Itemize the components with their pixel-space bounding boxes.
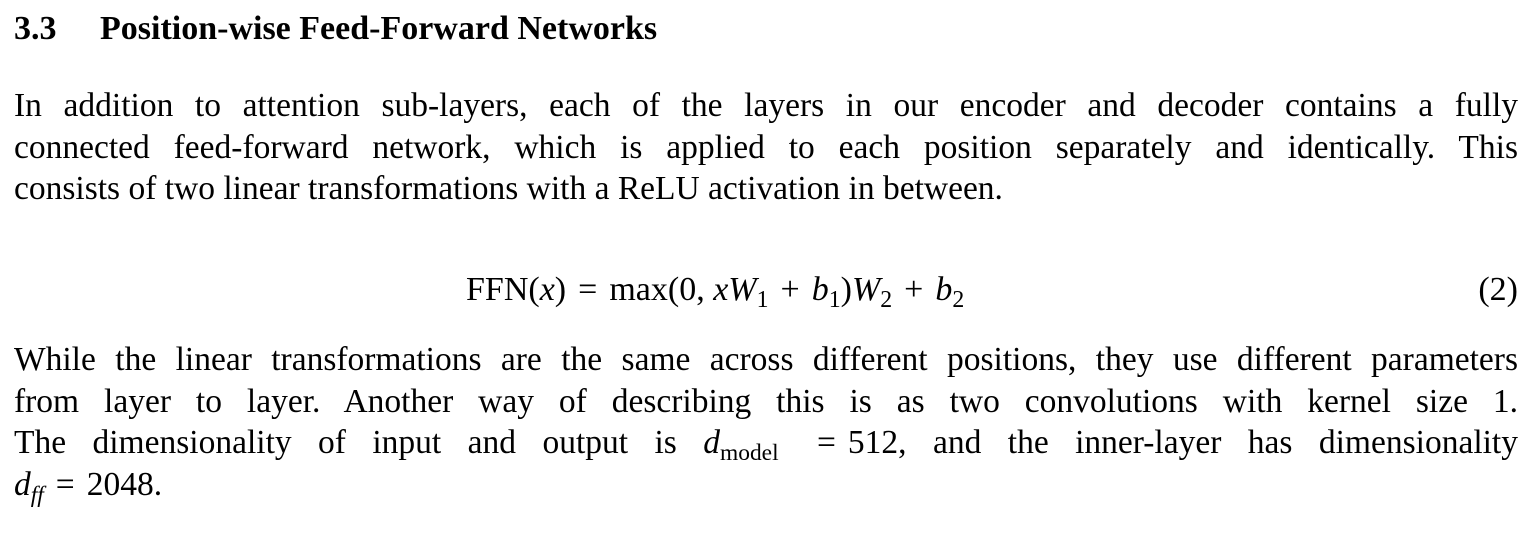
input-x: x: [713, 271, 729, 308]
max-function: max: [609, 271, 668, 308]
paragraph-line: $d_{ff} = 2048$.: [14, 465, 163, 508]
paragraph-line: The dimensionality of input and output is $d_{model} = 512$, and the inner-layer has dimensionality: [14, 424, 1518, 467]
d-model-symbol: $d_{model}$: [703, 424, 779, 467]
equation-number: (2): [1478, 271, 1518, 308]
ffn-argument: x: [539, 271, 555, 308]
paragraph-dimensions: [14, 339, 1518, 508]
paragraph-line: While the linear transformations are the same across different positions, they use different parameters: [14, 341, 1518, 378]
equation-body: FFN(x) = max(0, $xW_1 + b_1)W_2 + b_2$: [466, 271, 965, 314]
paragraph-intro: [14, 85, 1518, 210]
bias-b2: $b_2$: [935, 271, 965, 314]
d-model-value: 512: [847, 424, 899, 461]
plus-sign: +: [904, 271, 924, 308]
section-title: Position-wise Feed-Forward Networks: [100, 10, 658, 47]
section-heading: [14, 9, 657, 49]
paragraph-line: connected feed-forward network, which is applied to each position separately and identically. This: [14, 128, 1518, 166]
paragraph-line: from layer to layer. Another way of describing this is as two convolutions with kernel size 1.: [14, 382, 1518, 420]
section-number: 3.3: [14, 10, 57, 47]
equals-sign: =: [817, 424, 836, 461]
ffn-equation: [0, 268, 1540, 312]
weight-w1: $W_1$: [728, 271, 769, 314]
plus-sign: +: [780, 271, 800, 308]
paragraph-line: In addition to attention sub-layers, each of the layers in our encoder and decoder contains a fully: [14, 87, 1518, 124]
weight-w2: $W_2$: [851, 271, 893, 314]
bias-b1: $b_1$: [811, 271, 841, 314]
d-ff-symbol: $d_{ff}$: [14, 465, 44, 508]
equals-sign: =: [578, 271, 598, 308]
d-ff-value: 2048: [86, 465, 154, 503]
ffn-function: FFN: [466, 271, 529, 308]
zero-constant: 0: [679, 271, 697, 308]
paragraph-line: consists of two linear transformations with a ReLU activation in between.: [14, 170, 1003, 207]
equals-sign: =: [55, 465, 75, 503]
